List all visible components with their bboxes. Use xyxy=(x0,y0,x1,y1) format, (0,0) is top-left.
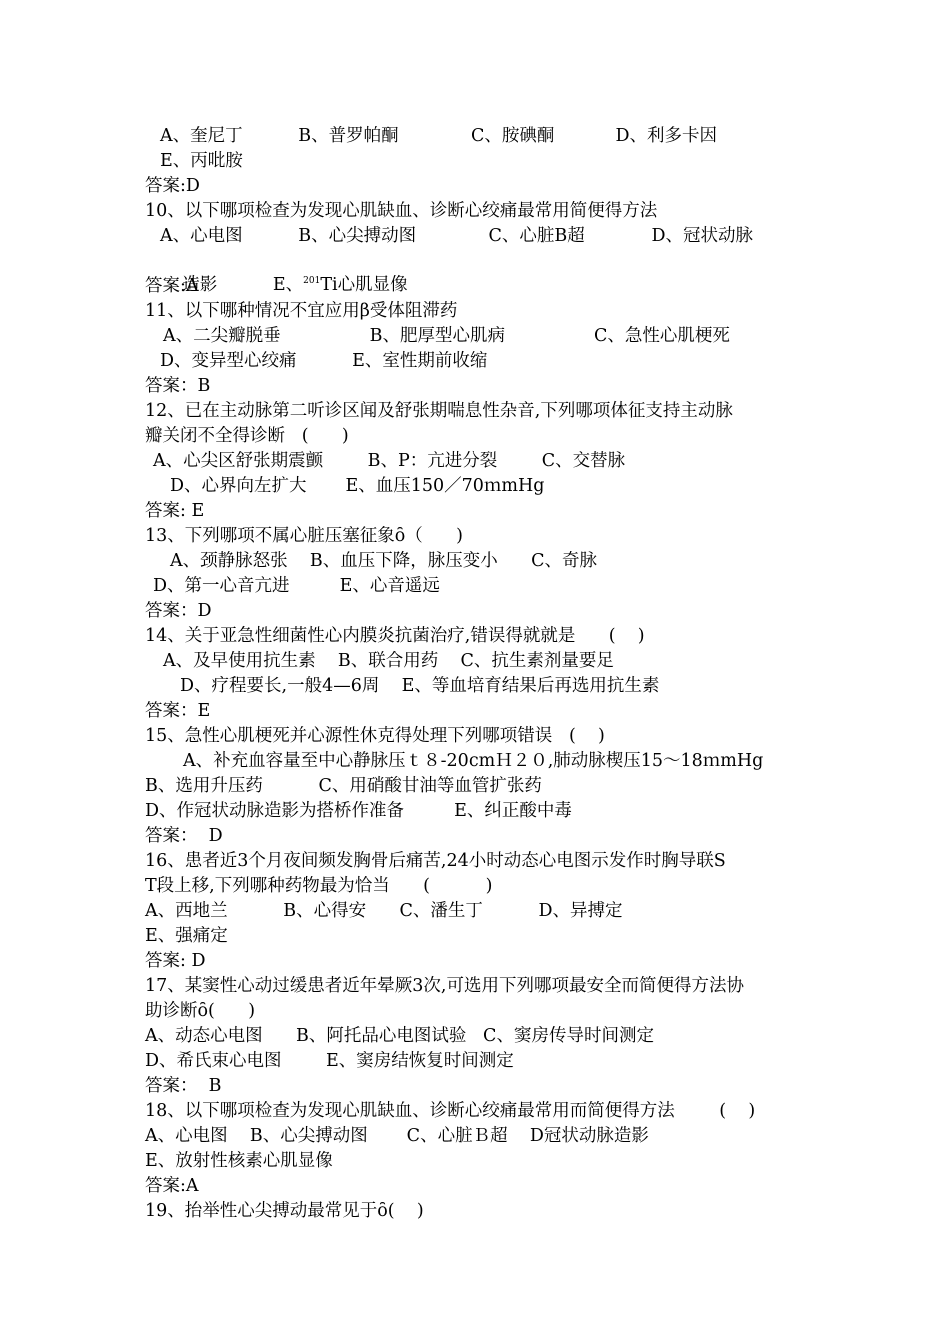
option-line: A、心电图 B、心尖搏动图 C、心脏Ｂ超 D冠状动脉造影 xyxy=(145,1126,649,1146)
question-line: 18、以下哪项检查为发现心肌缺血、诊断心绞痛最常用而简便得方法 ( ) xyxy=(145,1101,756,1121)
answer-line: 答案：E xyxy=(145,701,211,721)
option-line: E、强痛定 xyxy=(145,926,228,946)
option-line: D、变异型心绞痛 E、室性期前收缩 xyxy=(160,351,488,371)
answer-line: 答案:A xyxy=(145,276,199,296)
answer-line: 答案:A xyxy=(145,1176,199,1196)
answer-line: 答案：D xyxy=(145,601,212,621)
option-line: D、疗程要长,一般4—6周 E、等血培育结果后再选用抗生素 xyxy=(180,676,660,696)
question-line: 16、患者近3个月夜间频发胸骨后痛苦,24小时动态心电图示发作时胸导联S xyxy=(145,851,726,871)
answer-line: 答案： B xyxy=(145,1076,222,1096)
answer-line: 答案： D xyxy=(145,826,223,846)
answer-line: 答案: D xyxy=(145,951,206,971)
question-line: 19、抬举性心尖搏动最常见于ȏ( ) xyxy=(145,1201,424,1221)
option-line: A、二尖瓣脱垂 B、肥厚型心肌病 C、急性心肌梗死 xyxy=(163,326,730,346)
question-line: 助诊断ȏ( ) xyxy=(145,1001,256,1021)
isotope-mass-number: 201 xyxy=(303,276,321,287)
option-line: D、作冠状动脉造影为搭桥作准备 E、纠正酸中毒 xyxy=(145,801,572,821)
option-line: A、补充血容量至中心静脉压ｔ８-20cmＨ２０,肺动脉楔压15～18ｍmHg xyxy=(183,751,764,771)
option-line: D、心界向左扩大 E、血压150／70ｍmHg xyxy=(170,476,545,496)
option-text: 造影 E、 xyxy=(182,275,304,295)
option-line: A、奎尼丁 B、普罗帕酮 C、胺碘酮 D、利多卡因 xyxy=(160,126,718,146)
question-line: T段上移,下列哪种药物最为恰当 ( ) xyxy=(145,876,493,896)
option-line: A、颈静脉怒张 B、血压下降，脉压变小 C、奇脉 xyxy=(170,551,598,571)
option-line: A、心电图 B、心尖搏动图 C、心脏B超 D、冠状动脉 xyxy=(160,226,753,246)
question-line: 17、某窦性心动过缓患者近年晕厥3次,可选用下列哪项最安全而简便得方法协 xyxy=(145,976,744,996)
answer-line: 答案: E xyxy=(145,501,205,521)
isotope-text: Ti心肌显像 xyxy=(320,275,408,295)
option-line: E、放射性核素心肌显像 xyxy=(145,1151,333,1171)
answer-line: 答案:D xyxy=(145,176,200,196)
option-line: D、希氏束心电图 E、窦房结恢复时间测定 xyxy=(145,1051,514,1071)
option-line: A、西地兰 B、心得安 C、潘生丁 D、异搏定 xyxy=(145,901,623,921)
question-line: 14、关于亚急性细菌性心内膜炎抗菌治疗,错误得就就是 ( ) xyxy=(145,626,645,646)
option-line: A、及早使用抗生素 B、联合用药 C、抗生素剂量要足 xyxy=(163,651,614,671)
question-line: 13、下列哪项不属心脏压塞征象ȏ（ ) xyxy=(145,526,464,546)
option-line: A、心尖区舒张期震颤 B、P：亢进分裂 C、交替脉 xyxy=(153,451,626,471)
option-line: B、选用升压药 C、用硝酸甘油等血管扩张药 xyxy=(145,776,542,796)
question-line: 12、已在主动脉第二听诊区闻及舒张期喘息性杂音,下列哪项体征支持主动脉 xyxy=(145,401,733,421)
answer-line: 答案：B xyxy=(145,376,211,396)
option-line: E、丙吡胺 xyxy=(160,151,243,171)
option-line: A、动态心电图 B、阿托品心电图试验 C、窦房传导时间测定 xyxy=(145,1026,654,1046)
question-line: 10、以下哪项检查为发现心肌缺血、诊断心绞痛最常用简便得方法 xyxy=(145,201,658,221)
question-line: 15、急性心肌梗死并心源性休克得处理下列哪项错误 ( ) xyxy=(145,726,605,746)
question-line: 瓣关闭不全得诊断 ( ) xyxy=(145,426,349,446)
option-line: D、第一心音亢进 E、心音遥远 xyxy=(153,576,440,596)
question-line: 11、以下哪种情况不宜应用β受体阻滞药 xyxy=(145,301,458,321)
